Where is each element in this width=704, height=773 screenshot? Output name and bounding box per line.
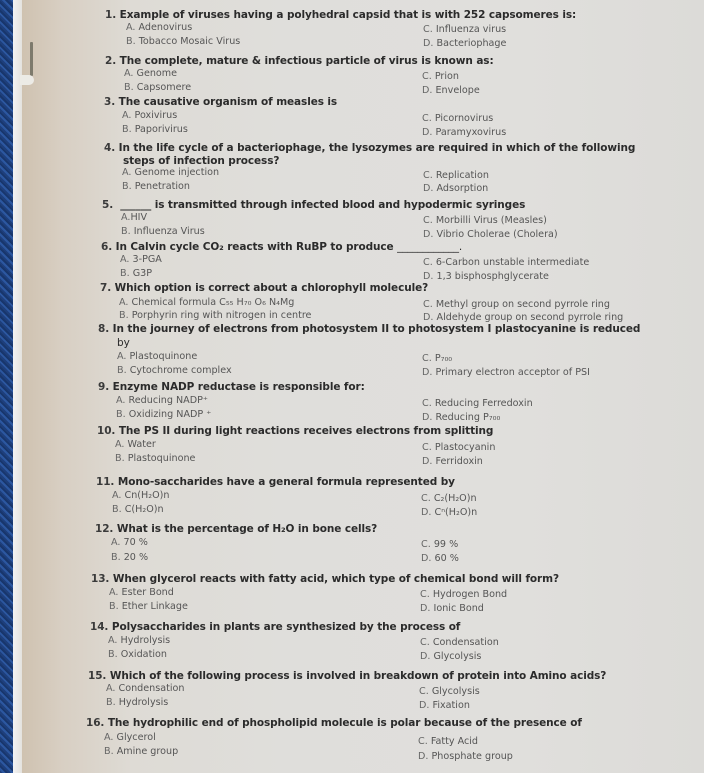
q1-option-b: B. Tobacco Mosaic Virus (126, 36, 241, 47)
q8-option-b: B. Cytochrome complex (117, 365, 232, 376)
question-9: 9. Enzyme NADP reductase is responsible for: (98, 381, 365, 393)
q8-option-c: C. P₇₀₀ (422, 353, 453, 364)
question-11: 11. Mono-saccharides have a general formula represented by (96, 476, 455, 488)
q4-option-c: C. Replication (423, 170, 489, 181)
paper-fold (20, 75, 34, 85)
q1-option-d: D. Bacteriophage (423, 38, 507, 49)
q4-option-d: D. Adsorption (423, 183, 489, 194)
q12-option-d: D. 60 % (421, 553, 459, 564)
q12-option-a: A. 70 % (111, 537, 148, 548)
q15-option-b: B. Hydrolysis (106, 697, 169, 708)
q6-option-b: B. G3P (120, 268, 153, 279)
question-4: 4. In the life cycle of a bacteriophage, the lysozymes are required in which of the following (104, 142, 636, 154)
q14-option-c: C. Condensation (420, 637, 499, 648)
q9-option-c: C. Reducing Ferredoxin (422, 398, 533, 409)
question-16: 16. The hydrophilic end of phospholipid molecule is polar because of the presence of (86, 717, 582, 729)
question-7: 7. Which option is correct about a chlorophyll molecule? (100, 282, 429, 294)
q1-option-c: C. Influenza virus (423, 24, 507, 35)
q9-option-b: B. Oxidizing NADP ⁺ (116, 409, 212, 420)
q16-option-b: B. Amine group (104, 746, 179, 757)
q7-option-d: D. Aldehyde group on second pyrrole ring (423, 312, 624, 323)
q8-option-a: A. Plastoquinone (117, 351, 198, 362)
q5-option-b: B. Influenza Virus (121, 226, 205, 237)
q13-option-b: B. Ether Linkage (109, 601, 188, 612)
q4-option-b: B. Penetration (122, 181, 190, 192)
q7-option-b: B. Porphyrin ring with nitrogen in centre (119, 310, 312, 321)
q10-option-b: B. Plastoquinone (115, 453, 196, 464)
question-14: 14. Polysaccharides in plants are synthesized by the process of (90, 621, 461, 633)
q3-option-a: A. Poxivirus (122, 110, 178, 121)
q2-option-a: A. Genome (124, 68, 178, 79)
q3-option-c: C. Picornovirus (422, 113, 494, 124)
question-text: Example of viruses having a polyhedral capsid that is with 252 capsomeres is: (119, 9, 577, 21)
q3-option-b: B. Paporivirus (122, 124, 188, 135)
q12-option-b: B. 20 % (111, 552, 149, 563)
q2-option-c: C. Prion (422, 71, 459, 82)
q14-option-a: A. Hydrolysis (108, 635, 171, 646)
q11-option-a: A. Cn(H₂O)n (112, 490, 170, 501)
q13-option-a: A. Ester Bond (109, 587, 174, 598)
q2-option-d: D. Envelope (422, 85, 480, 96)
q11-option-d: D. Cⁿ(H₂O)n (421, 507, 478, 518)
q15-option-c: C. Glycolysis (419, 686, 480, 697)
question-12: 12. What is the percentage of H₂O in bone cells? (95, 523, 378, 535)
question-13: 13. When glycerol reacts with fatty acid, which type of chemical bond will form? (91, 573, 559, 585)
question-8: 8. In the journey of electrons from photosystem II to photosystem I plastocyanine is reduced (98, 323, 641, 335)
q13-option-c: C. Hydrogen Bond (420, 589, 508, 600)
q3-option-d: D. Paramyxovirus (422, 127, 507, 138)
q7-option-a: A. Chemical formula C₅₅ H₇₀ O₆ N₄Mg (119, 297, 295, 308)
q11-option-b: B. C(H₂O)n (112, 504, 164, 515)
background-fabric (0, 0, 13, 773)
question-6: 6. In Calvin cycle CO₂ reacts with RuBP to produce ____________. (101, 241, 463, 253)
q6-option-d: D. 1,3 bisphosphglycerate (423, 271, 549, 282)
q6-option-a: A. 3-PGA (120, 254, 162, 265)
question-4-line2: steps of infection process? (123, 155, 280, 167)
q15-option-a: A. Condensation (106, 683, 185, 694)
question-5: 5. ______ is transmitted through infected blood and hypodermic syringes (102, 199, 526, 211)
question-2: 2. The complete, mature & infectious particle of virus is known as: (105, 55, 494, 67)
q2-option-b: B. Capsomere (124, 82, 192, 93)
q14-option-b: B. Oxidation (108, 649, 167, 660)
question-10: 10. The PS II during light reactions receives electrons from splitting (97, 425, 494, 437)
q9-option-d: D. Reducing P₇₀₀ (422, 412, 501, 423)
q16-option-a: A. Glycerol (104, 732, 156, 743)
q6-option-c: C. 6-Carbon unstable intermediate (423, 257, 590, 268)
q5-option-a: A.HIV (121, 212, 148, 223)
q16-option-d: D. Phosphate group (418, 751, 513, 762)
q10-option-c: C. Plastocyanin (422, 442, 496, 453)
q5-option-c: C. Morbilli Virus (Measles) (423, 215, 547, 226)
q15-option-d: D. Fixation (419, 700, 470, 711)
q14-option-d: D. Glycolysis (420, 651, 482, 662)
q11-option-c: C. C₂(H₂O)n (421, 493, 477, 504)
q1-option-a: A. Adenovirus (126, 22, 193, 33)
q4-option-a: A. Genome injection (122, 167, 220, 178)
q12-option-c: C. 99 % (421, 539, 459, 550)
q10-option-d: D. Ferridoxin (422, 456, 483, 467)
paper-edge (13, 0, 22, 773)
q13-option-d: D. Ionic Bond (420, 603, 484, 614)
q9-option-a: A. Reducing NADP⁺ (116, 395, 208, 406)
question-8-line2: by (117, 337, 130, 349)
question-15: 15. Which of the following process is involved in breakdown of protein into Amino acids? (88, 670, 607, 682)
question-3: 3. The causative organism of measles is (104, 96, 338, 108)
q8-option-d: D. Primary electron acceptor of PSI (422, 367, 590, 378)
pencil-mark (30, 42, 33, 76)
q16-option-c: C. Fatty Acid (418, 736, 479, 747)
q10-option-a: A. Water (115, 439, 156, 450)
q5-option-d: D. Vibrio Cholerae (Cholera) (423, 229, 558, 240)
q7-option-c: C. Methyl group on second pyrrole ring (423, 299, 610, 310)
question-1: 1. Example of viruses having a polyhedral capsid that is with 252 capsomeres is: (105, 9, 577, 21)
